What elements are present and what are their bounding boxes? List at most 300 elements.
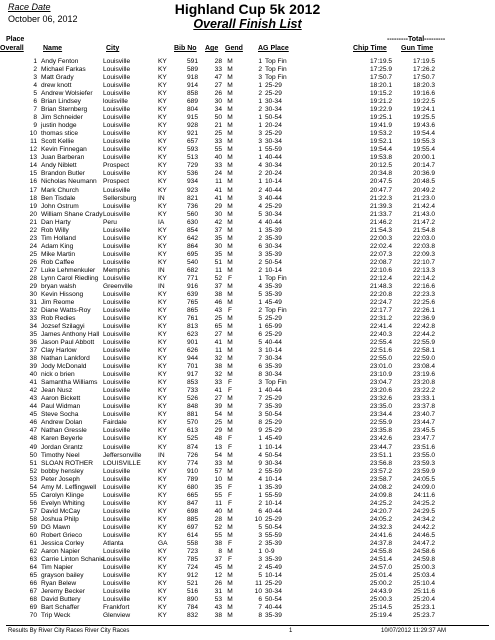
ag-division-cell: 35-39 [265, 363, 282, 371]
place-cell: 63 [29, 555, 37, 563]
place-cell: 59 [29, 523, 37, 531]
table-row [0, 275, 495, 283]
gun-time-cell: 19:16.6 [413, 90, 435, 98]
place-cell: 54 [29, 483, 37, 491]
place-cell: 32 [29, 306, 37, 314]
ag-place-cell: 3 [258, 379, 262, 387]
chip-time-cell: 24:51.4 [370, 555, 392, 563]
gender-cell: M [227, 258, 233, 266]
state-cell: KY [158, 170, 167, 178]
place-cell: 18 [29, 194, 37, 202]
name-cell: Clay Harlow [41, 347, 77, 355]
state-cell: KY [158, 74, 167, 82]
age-cell: 39 [214, 403, 222, 411]
gender-cell: M [227, 371, 233, 379]
state-cell: KY [158, 443, 167, 451]
footer-credit: Results By River City Races River City Races [8, 628, 130, 634]
state-cell: KY [158, 523, 167, 531]
age-cell: 27 [214, 331, 222, 339]
table-row [0, 195, 495, 203]
bib-cell: 729 [186, 162, 198, 170]
gun-time-cell: 17:26.2 [413, 66, 435, 74]
place-cell: 56 [29, 499, 37, 507]
gun-time-cell: 21:23.0 [413, 194, 435, 202]
gender-cell: M [227, 515, 233, 523]
city-cell: Atlanta [103, 539, 124, 547]
chip-time-cell: 21:48.3 [370, 282, 392, 290]
chip-time-cell: 22:24.7 [370, 298, 392, 306]
name-cell: Jessica Corley [41, 539, 84, 547]
age-cell: 25 [214, 130, 222, 138]
bib-cell: 526 [186, 395, 198, 403]
city-cell: Greenville [103, 282, 133, 290]
place-cell: 19 [29, 202, 37, 210]
city-cell: Louisville [103, 306, 131, 314]
gun-time-cell: 24:09.0 [413, 483, 435, 491]
place-cell: 52 [29, 467, 37, 475]
age-cell: 41 [214, 194, 222, 202]
chip-time-cell: 22:17.7 [370, 306, 392, 314]
place-cell: 33 [29, 315, 37, 322]
name-cell: nick o brien [41, 371, 75, 379]
state-cell: IA [158, 218, 165, 226]
gender-cell: M [227, 588, 233, 596]
gun-time-cell: 22:10.7 [413, 258, 435, 266]
ag-place-cell: 7 [258, 403, 262, 411]
state-cell: KY [158, 178, 167, 186]
ag-division-cell: 40-44 [265, 387, 282, 395]
gender-cell: F [227, 491, 233, 499]
name-cell: Tim Napier [41, 563, 73, 571]
gun-time-cell: 22:42.8 [413, 323, 435, 331]
gender-cell: M [227, 162, 233, 170]
gun-time-cell: 20:00.1 [413, 154, 435, 162]
col-header-name: Name [43, 45, 63, 52]
table-row [0, 363, 495, 371]
age-cell: 42 [214, 218, 222, 226]
gender-cell: M [227, 395, 233, 403]
state-cell: KY [158, 250, 167, 258]
ag-place-cell: 1 [258, 154, 262, 162]
ag-division-cell: 40-44 [265, 339, 282, 347]
ag-division-cell: 35-39 [265, 555, 282, 563]
gun-time-cell: 25:20.4 [413, 596, 435, 604]
gender-cell: M [227, 563, 233, 571]
name-cell: Tim Holland [41, 234, 76, 242]
state-cell: KY [158, 226, 167, 234]
table-row [0, 419, 495, 427]
age-cell: 35 [214, 234, 222, 242]
table-row [0, 235, 495, 243]
place-cell: 60 [29, 531, 37, 539]
ag-division-cell: 10-14 [265, 347, 282, 355]
table-row [0, 299, 495, 307]
place-cell: 55 [29, 491, 37, 499]
ag-division-cell: 45-49 [265, 298, 282, 306]
state-cell: KY [158, 290, 167, 298]
ag-place-cell: 3 [258, 194, 262, 202]
city-cell: Louisville [103, 483, 131, 491]
age-cell: 52 [214, 523, 222, 531]
gun-time-cell: 21:47.2 [413, 218, 435, 226]
place-cell: 61 [29, 539, 37, 547]
gun-time-cell: 20:36.9 [413, 170, 435, 178]
gun-time-cell: 21:42.4 [413, 202, 435, 210]
name-cell: Timothy Neel [41, 451, 80, 459]
gun-time-cell: 19:24.1 [413, 106, 435, 114]
state-cell: KY [158, 596, 167, 604]
state-cell: KY [158, 507, 167, 515]
age-cell: 27 [214, 82, 222, 90]
state-cell: IN [158, 194, 165, 202]
bib-cell: 890 [186, 596, 198, 604]
ag-division-cell: 20-24 [265, 170, 282, 178]
name-cell: Nicholas Neumann [41, 178, 97, 186]
age-cell: 57 [214, 467, 222, 475]
age-cell: 25 [214, 419, 222, 427]
age-cell: 48 [214, 435, 222, 443]
name-cell: Jordan Grantz [41, 443, 83, 451]
bib-cell: 934 [186, 178, 198, 186]
ag-place-cell: 4 [258, 162, 262, 170]
city-cell: Louisville [103, 66, 131, 74]
gun-time-cell: 19:54.4 [413, 130, 435, 138]
gender-cell: M [227, 596, 233, 604]
state-cell: KY [158, 395, 167, 403]
table-row [0, 556, 495, 564]
gun-time-cell: 22:26.1 [413, 306, 435, 314]
age-cell: 33 [214, 162, 222, 170]
name-cell: Jason Paul Abbott [41, 339, 95, 347]
bib-cell: 789 [186, 475, 198, 483]
gender-cell: M [227, 114, 233, 122]
ag-place-cell: 4 [258, 218, 262, 226]
age-cell: 51 [214, 258, 222, 266]
chip-time-cell: 18:20.1 [370, 82, 392, 90]
bib-cell: 591 [186, 58, 198, 65]
state-cell: KY [158, 146, 167, 154]
name-cell: Evelyn Whiting [41, 499, 85, 507]
name-cell: Scott Kellie [41, 138, 74, 146]
gender-cell: M [227, 58, 233, 65]
gun-time-cell: 19:55.4 [413, 146, 435, 154]
gun-time-cell: 25:11.6 [413, 588, 435, 596]
age-cell: 28 [214, 515, 222, 523]
ag-place-cell: 7 [258, 395, 262, 403]
chip-time-cell: 24:09.8 [370, 491, 392, 499]
city-cell: Louisville [103, 290, 131, 298]
city-cell: LOUISVILLE [103, 459, 141, 467]
name-cell: Peter Joseph [41, 475, 80, 483]
ag-place-cell: 5 [258, 315, 262, 322]
gun-time-cell: 22:16.6 [413, 282, 435, 290]
name-cell: John Ostrum [41, 202, 79, 210]
place-cell: 44 [29, 403, 37, 411]
ag-division-cell: 25-29 [265, 202, 282, 210]
gender-cell: F [227, 499, 233, 507]
age-cell: 30 [214, 210, 222, 218]
state-cell: KY [158, 298, 167, 306]
gender-cell: M [227, 612, 233, 620]
gender-cell: M [227, 90, 233, 98]
bib-cell: 723 [186, 547, 198, 555]
gun-time-cell: 21:54.8 [413, 226, 435, 234]
ag-place-cell: 1 [258, 58, 262, 65]
ag-division-cell: 25-29 [265, 580, 282, 588]
age-cell: 52 [214, 274, 222, 282]
bib-cell: 733 [186, 387, 198, 395]
ag-place-cell: 6 [258, 363, 262, 371]
place-cell: 70 [29, 612, 37, 620]
table-row [0, 427, 495, 435]
age-cell: 53 [214, 596, 222, 604]
table-row [0, 187, 495, 195]
bib-cell: 689 [186, 98, 198, 106]
gun-time-cell: 22:14.2 [413, 274, 435, 282]
table-row [0, 588, 495, 596]
ag-division-cell: 10-14 [265, 572, 282, 579]
gun-time-cell: 25:03.4 [413, 572, 435, 579]
bib-cell: 736 [186, 202, 198, 210]
bib-cell: 915 [186, 114, 198, 122]
chip-time-cell: 23:56.8 [370, 459, 392, 467]
ag-division-cell: 30-34 [265, 162, 282, 170]
bib-cell: 657 [186, 138, 198, 146]
chip-time-cell: 22:12.4 [370, 274, 392, 282]
name-cell: Kevin Hissong [41, 290, 84, 298]
bib-cell: 665 [186, 491, 198, 499]
city-cell: Louisville [103, 202, 131, 210]
ag-division-cell: 25-29 [265, 331, 282, 339]
ag-place-cell: 3 [258, 347, 262, 355]
ag-place-cell: 3 [258, 555, 262, 563]
ag-place-cell: 9 [258, 459, 262, 467]
ag-division-cell: 40-44 [265, 507, 282, 515]
bib-cell: 642 [186, 234, 198, 242]
print-timestamp: 10/07/2012 11:29:37 AM [381, 628, 446, 634]
city-cell: Louisville [103, 531, 131, 539]
chip-time-cell: 20:12.5 [370, 162, 392, 170]
gender-cell: M [227, 178, 233, 186]
gender-cell: F [227, 443, 233, 451]
bib-cell: 639 [186, 290, 198, 298]
state-cell: KY [158, 379, 167, 387]
place-cell: 17 [29, 186, 37, 194]
city-cell: Louisville [103, 563, 131, 571]
bib-cell: 761 [186, 315, 198, 322]
ag-division-cell: 55-59 [265, 467, 282, 475]
city-cell: Louisville [103, 379, 131, 387]
chip-time-cell: 24:43.9 [370, 588, 392, 596]
name-cell: Ben Tisdale [41, 194, 76, 202]
table-row [0, 500, 495, 508]
gender-cell: M [227, 580, 233, 588]
state-cell: KY [158, 355, 167, 363]
table-row [0, 130, 495, 138]
gun-time-cell: 23:08.4 [413, 363, 435, 371]
ag-division-cell: 20-24 [265, 122, 282, 130]
table-row [0, 564, 495, 572]
state-cell: KY [158, 347, 167, 355]
table-row [0, 516, 495, 524]
city-cell: Louisville [103, 427, 131, 435]
gun-time-cell: 21:43.0 [413, 210, 435, 218]
chip-time-cell: 23:32.6 [370, 395, 392, 403]
gender-cell: M [227, 331, 233, 339]
gun-time-cell: 23:47.7 [413, 435, 435, 443]
gender-cell: M [227, 170, 233, 178]
gun-time-cell: 24:42.2 [413, 523, 435, 531]
chip-time-cell: 22:55.0 [370, 355, 392, 363]
ag-division-cell: 10-14 [265, 178, 282, 186]
city-cell: Louisville [103, 234, 131, 242]
ag-place-cell: 7 [258, 355, 262, 363]
table-row [0, 492, 495, 500]
gender-cell: M [227, 363, 233, 371]
name-cell: thomas stice [41, 130, 79, 138]
table-row [0, 138, 495, 146]
bib-cell: 901 [186, 339, 198, 347]
ag-place-cell: 3 [258, 531, 262, 539]
gender-cell: M [227, 604, 233, 612]
gender-cell: F [227, 387, 233, 395]
bib-cell: 914 [186, 82, 198, 90]
name-cell: David McCay [41, 507, 81, 515]
chip-time-cell: 20:34.8 [370, 170, 392, 178]
gun-time-cell: 25:23.7 [413, 612, 435, 620]
city-cell: Louisville [103, 395, 131, 403]
race-date-label: Race Date [8, 2, 51, 12]
name-cell: Carolyn Klinge [41, 491, 84, 499]
city-cell: Glenview [103, 612, 131, 620]
table-row [0, 106, 495, 114]
ag-division-cell: 35-39 [265, 539, 282, 547]
chip-time-cell: 22:31.2 [370, 315, 392, 322]
table-row [0, 411, 495, 419]
place-cell: 46 [29, 419, 37, 427]
city-cell: Louisville [103, 515, 131, 523]
gender-cell: M [227, 523, 233, 531]
bib-cell: 771 [186, 274, 198, 282]
col-header-gend: Gend [225, 45, 243, 52]
gender-cell: M [227, 411, 233, 419]
city-cell: Louisville [103, 250, 131, 258]
gun-time-cell: 22:58.1 [413, 347, 435, 355]
ag-place-cell: 4 [258, 451, 262, 459]
gender-cell: M [227, 323, 233, 331]
chip-time-cell: 23:35.0 [370, 403, 392, 411]
gun-time-cell: 23:55.0 [413, 451, 435, 459]
gender-cell: M [227, 98, 233, 106]
gender-cell: M [227, 210, 233, 218]
chip-time-cell: 23:42.6 [370, 435, 392, 443]
name-cell: Diane Watts-Roy [41, 306, 91, 314]
chip-time-cell: 22:07.3 [370, 250, 392, 258]
city-cell: Louisville [103, 82, 131, 90]
gender-cell: M [227, 282, 233, 290]
gun-time-cell: 19:43.6 [413, 122, 435, 130]
bib-cell: 613 [186, 427, 198, 435]
bib-cell: 854 [186, 226, 198, 234]
gun-time-cell: 20:49.2 [413, 186, 435, 194]
city-cell: Memphis [103, 266, 130, 274]
chip-time-cell: 21:46.2 [370, 218, 392, 226]
table-row [0, 379, 495, 387]
gun-time-cell: 23:40.7 [413, 411, 435, 419]
city-cell: Louisville [103, 258, 131, 266]
table-row [0, 580, 495, 588]
ag-division-cell: 25-29 [265, 515, 282, 523]
ag-place-cell: 4 [258, 475, 262, 483]
place-cell: 5 [33, 90, 37, 98]
city-cell: Louisville [103, 130, 131, 138]
ag-place-cell: 2 [258, 186, 262, 194]
bib-cell: 724 [186, 563, 198, 571]
state-cell: KY [158, 339, 167, 347]
page-title: Highland Cup 5k 2012 [174, 1, 321, 17]
gender-cell: M [227, 146, 233, 154]
place-cell: 2 [33, 66, 37, 74]
table-row [0, 347, 495, 355]
chip-time-cell: 17:50.7 [370, 74, 392, 82]
age-cell: 30 [214, 242, 222, 250]
ag-place-cell: 5 [258, 290, 262, 298]
state-cell: KY [158, 363, 167, 371]
chip-time-cell: 19:25.1 [370, 114, 392, 122]
place-cell: 24 [29, 242, 37, 250]
chip-time-cell: 25:00.3 [370, 596, 392, 604]
city-cell: Louisville [103, 274, 131, 282]
state-cell: IN [158, 451, 165, 459]
bib-cell: 804 [186, 106, 198, 114]
col-header-place: Overall [0, 45, 24, 52]
name-cell: Karen Beyerle [41, 435, 83, 443]
city-cell: Louisville [103, 122, 131, 130]
place-cell: 31 [29, 298, 37, 306]
city-cell: Louisville [103, 596, 131, 604]
name-cell: Ryan Belew [41, 580, 77, 588]
place-cell: 11 [30, 138, 37, 146]
table-row [0, 540, 495, 548]
place-cell: 26 [29, 258, 37, 266]
table-row [0, 331, 495, 339]
place-cell: 35 [29, 331, 37, 339]
gender-cell: M [227, 130, 233, 138]
table-row [0, 178, 495, 186]
table-row [0, 484, 495, 492]
chip-time-cell: 23:51.1 [370, 451, 392, 459]
gender-cell: M [227, 355, 233, 363]
state-cell: KY [158, 612, 167, 620]
chip-time-cell: 24:25.2 [370, 499, 392, 507]
name-cell: Lynn Carol Riedling [41, 274, 99, 282]
gender-cell: M [227, 403, 233, 411]
gender-cell: M [227, 467, 233, 475]
age-cell: 26 [214, 580, 222, 588]
table-row [0, 114, 495, 122]
gender-cell: M [227, 66, 233, 74]
ag-division-cell: 0-9 [265, 547, 275, 555]
city-cell: Louisville [103, 443, 131, 451]
gender-cell: M [227, 531, 233, 539]
name-cell: Aaron Napier [41, 547, 80, 555]
table-row [0, 154, 495, 162]
city-cell: Louisville [103, 242, 131, 250]
state-cell: KY [158, 604, 167, 612]
ag-place-cell: 3 [258, 411, 262, 419]
state-cell: KY [158, 387, 167, 395]
bib-cell: 910 [186, 467, 198, 475]
